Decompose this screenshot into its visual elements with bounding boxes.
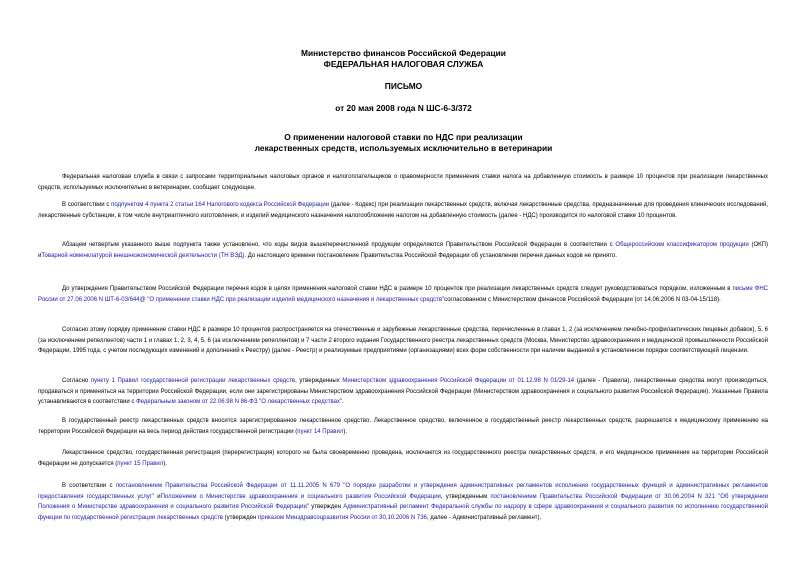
paragraph-text: согласованном с Министерством финансов Российской Федерации (от 14.06.2006 N 03-04-15/118). bbox=[444, 296, 721, 303]
paragraph-text: . bbox=[342, 399, 344, 406]
paragraph-text: , утвержденным bbox=[440, 493, 491, 500]
paragraph-4 bbox=[38, 284, 768, 305]
paragraph-text: До утверждения Правительством Российской Федерации перечня кодов в целях применения налоговой ставки НДС в размере 10 процентов при реализации лекарственных средств следует руководствоваться порядком, изложенным в bbox=[62, 286, 733, 292]
document-link[interactable]: приказом Минздравсоцразвития России от 30.10.2006 N 736 bbox=[257, 514, 427, 521]
paragraph-text: (далее - Кодекс) при реализации лекарственных средств, включая лекарственные средства, предназначенные для проведения клинических исследований, лекарственные субстанции, в том числе внутриаптечного изготовления, и изделий медицинского назначения налогообложение налогом на добавленную стоимость (далее - НДС) производится по налоговой ставке 10 процентов. bbox=[38, 202, 768, 219]
paragraph-text: Абзацем четвертым указанного выше подпункта также установлено, что коды видов вышеперечисленной продукции определяются Правительством Российской Федерации в соответствии с bbox=[62, 242, 616, 248]
paragraph-text: , далее - Административный регламент). bbox=[426, 514, 542, 521]
paragraph-text: В соответствии с bbox=[62, 202, 112, 208]
ministry-heading: Министерство финансов Российской Федерации bbox=[301, 48, 506, 58]
paragraph-2 bbox=[38, 200, 768, 221]
document-title-line-1: О применении налоговой ставки по НДС при реализации bbox=[284, 132, 523, 142]
paragraph-text: (ОКП) и bbox=[38, 242, 768, 259]
paragraph-text: утвержден bbox=[308, 504, 344, 511]
document-link[interactable]: Административный регламент Федеральной службы по надзору в сфере здравоохранения и социального развития по исполнению государственной функции по государственной регистрации лекарственных средств bbox=[38, 504, 768, 521]
paragraph-text: ). bbox=[343, 428, 348, 435]
paragraph-7 bbox=[38, 416, 768, 437]
paragraph-1 bbox=[38, 172, 768, 193]
paragraph-text: . До настоящего времени постановление Правительства Российской Федерации об установлении перечня данных кодов не принято. bbox=[244, 252, 617, 259]
document-link[interactable]: Товарной номенклатурой внешнеэкономической деятельности (ТН ВЭД) bbox=[41, 252, 245, 259]
document-link[interactable]: постановлением Правительства Российской Федерации от 30.06.2004 N 321 "Об утверждении Положения о Министерстве здравоохранения и социального развития Российской Федерации" bbox=[38, 493, 768, 511]
paragraph-text: (утвержден bbox=[222, 514, 258, 521]
paragraph-text: Федеральная налоговая служба в связи с запросами территориальных налоговых органов и налогоплательщиков о правомерности применения ставки налога на добавленную стоимость в размере 10 процентов при реализации лекарственных средств, используемых исключительно в ветеринарии, сообщает следующее. bbox=[38, 174, 768, 191]
paragraph-6 bbox=[38, 376, 768, 408]
document-link[interactable]: подпунктом 4 пункта 2 статьи 164 Налогового кодекса Российской Федерации bbox=[111, 202, 330, 208]
paragraph-5 bbox=[38, 325, 768, 357]
document-link[interactable]: Положением о Министерстве здравоохранения и социального развития Российской Федерации bbox=[160, 493, 441, 500]
document-link[interactable]: Федеральным законом от 22.06.98 N 86-ФЗ "О лекарственных средствах" bbox=[136, 399, 343, 406]
document-link[interactable]: постановлением Правительства Российской Федерации от 11.11.2005 N 679 "О порядке разработки и утверждения административных регламентов исполнения государственных функций и административных регламентов предоставления государственных услуг" bbox=[38, 483, 768, 500]
paragraph-text: и bbox=[154, 493, 161, 500]
paragraph-text: (далее - Правила), лекарственные средства могут производиться, продаваться и применяться на территории Российской Федерации, если они зарегистрированы Министерством здравоохранения Российской Федерации (Министерством здравоохранения и социального развития Российской Федерации). Указанные Правила устанавливаются в соответствии с bbox=[38, 378, 768, 406]
document-link[interactable]: Министерством здравоохранения Российской Федерации от 01.12.98 N 01/29-14 bbox=[342, 378, 575, 384]
paragraph-text: Согласно bbox=[62, 378, 91, 384]
document-link[interactable]: Общероссийским классификатором продукции bbox=[615, 242, 749, 248]
document-title-line-2: лекарственных средств, используемых исключительно в ветеринарии bbox=[254, 143, 553, 153]
paragraph-text: ). bbox=[163, 460, 167, 467]
paragraph-text: Лекарственное средство, государственная регистрация (перерегистрация) которого не была своевременно проведена, исключается из государственного реестра лекарственных средств, и его медицинское применение на территории Российской Федерации не допускается ( bbox=[38, 450, 768, 467]
paragraph-text: , утвержденных bbox=[295, 378, 343, 384]
paragraph-text: Согласно этому порядку применение ставки НДС в размере 10 процентов распространяется на отечественные и зарубежные лекарственные средства, перечисленные в главах 1, 2 (за исключением лечебно-профилактических пищевых добавок), 5, 6 (за исключением репеллентов) части 1 и главах 1, 2, 3, 4, 5, 6 (за исключением репеллентов) и 7 части 2 второго издания Государственного реестра лекарственных средств (Москва, Министерство здравоохранения и медицинской промышленности Российской Федерации, 1995 года, с учетом последующих изменений и дополнений к Реестру) (далее - Реестр) и реализуемые предприятиями (организациями) всех форм собственности при наличии выданной в установленном порядке соответствующей лицензии. bbox=[38, 327, 768, 355]
document-link[interactable]: пункт 14 Правил bbox=[297, 428, 344, 435]
paragraph-text: В соответствии с bbox=[62, 483, 116, 489]
paragraph-text: В государственный реестр лекарственных средств вносится зарегистрированное лекарственное средство. Лекарственное средство, включенное в государственный реестр лекарственных средств, разрешается к медицинскому применению на территории Российской Федерации на весь период действия государственной регистрации ( bbox=[38, 418, 768, 435]
document-link[interactable]: пункт 15 Правил bbox=[117, 460, 164, 467]
document-type: ПИСЬМО bbox=[384, 81, 423, 91]
document-link[interactable]: пункту 1 Правил государственной регистрации лекарственных средств bbox=[90, 378, 296, 384]
paragraph-8 bbox=[38, 448, 768, 469]
document-date-number: от 20 мая 2008 года N ШС-6-3/372 bbox=[335, 103, 472, 113]
service-heading: ФЕДЕРАЛЬНАЯ НАЛОГОВАЯ СЛУЖБА bbox=[323, 59, 484, 69]
paragraph-3 bbox=[38, 240, 768, 261]
paragraph-9 bbox=[38, 481, 768, 523]
document-link[interactable]: письме ФНС России от 27.06.2006 N ШТ-6-03/644@ "О применении ставки НДС при реализации изделий медицинского назначения и лекарственных средств" bbox=[38, 286, 768, 303]
